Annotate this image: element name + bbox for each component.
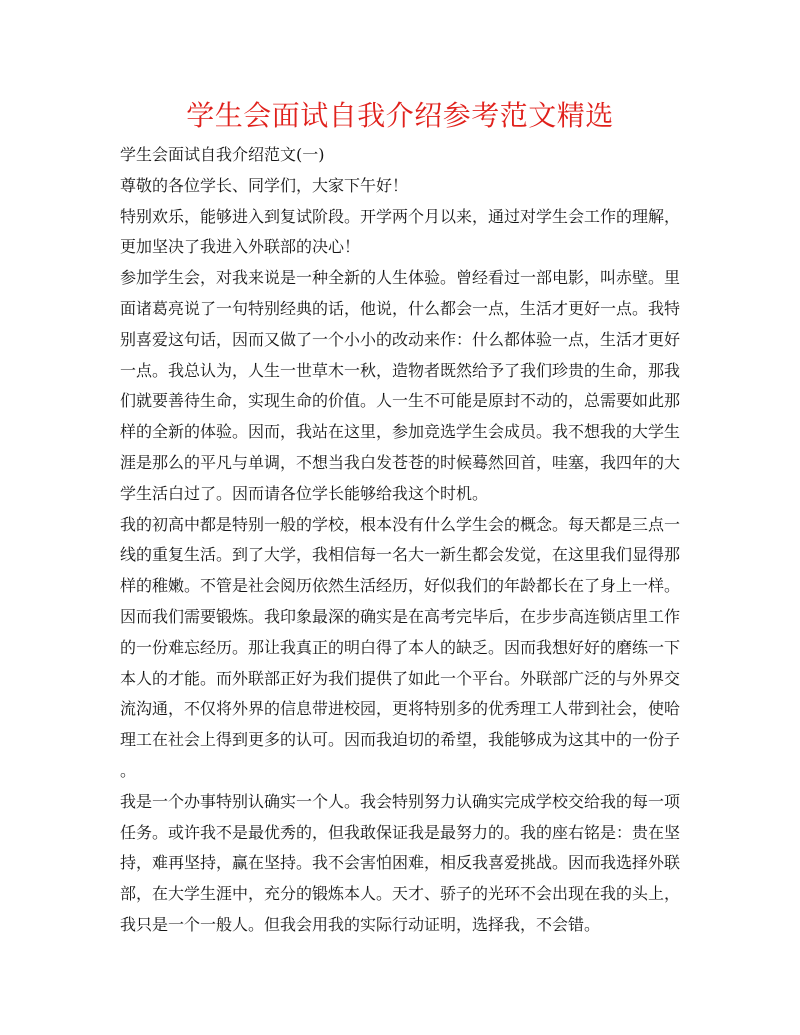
paragraph-4-line-1: 我是一个办事特别认确实一个人。我会特别努力认确实完成学校交给我的每一项 [120, 791, 681, 811]
paragraph-4-line-4: 部，在大学生涯中，充分的锻炼本人。天才、骄子的光环不会出现在我的头上， [120, 884, 681, 904]
paragraph-2-line-3: 别喜爱这句话，因而又做了一个小小的改动来作：什么都体验一点，生活才更好 [120, 329, 681, 349]
subtitle-line: 学生会面试自我介绍范文(一) [120, 145, 325, 164]
paragraph-1-line-1: 特别欢乐，能够进入到复试阶段。开学两个月以来，通过对学生会工作的理解， [120, 206, 681, 226]
paragraph-3-line-1: 我的初高中都是特别一般的学校，根本没有什么学生会的概念。每天都是三点一 [120, 514, 681, 534]
paragraph-3-line-7: 流沟通，不仅将外界的信息带进校园，更将特别多的优秀理工人带到社会，使哈 [120, 699, 681, 719]
paragraph-3-line-5: 的一份难忘经历。那让我真正的明白得了本人的缺乏。因而我想好好的磨练一下 [120, 637, 681, 657]
paragraph-2-line-5: 们就要善待生命，实现生命的价值。人一生不可能是原封不动的，总需要如此那 [120, 391, 681, 411]
paragraph-1-line-2: 更加坚决了我进入外联部的决心！ [120, 237, 361, 257]
document-title: 学生会面试自我介绍参考范文精选 [186, 99, 614, 132]
greeting-line: 尊敬的各位学长、同学们，大家下午好！ [120, 175, 409, 195]
paragraph-2-line-6: 样的全新的体验。因而，我站在这里，参加竞选学生会成员。我不想我的大学生 [120, 422, 681, 442]
paragraph-3-line-3: 样的稚嫩。不管是社会阅历依然生活经历，好似我们的年龄都长在了身上一样。 [120, 576, 681, 596]
paragraph-2-line-8: 学生活白过了。因而请各位学长能够给我这个时机。 [120, 483, 489, 503]
paragraph-2-line-4: 一点。我总认为，人生一世草木一秋，造物者既然给予了我们珍贵的生命，那我 [120, 360, 681, 380]
paragraph-3-line-4: 因而我们需要锻炼。我印象最深的确实是在高考完毕后，在步步高连锁店里工作 [120, 606, 681, 626]
paragraph-2-line-7: 涯是那么的平凡与单调，不想当我白发苍苍的时候蓦然回首，哇塞，我四年的大 [120, 452, 681, 472]
paragraph-2-line-2: 面诸葛亮说了一句特别经典的话，他说，什么都会一点，生活才更好一点。我特 [120, 298, 681, 318]
paragraph-3-line-9: 。 [120, 760, 137, 780]
paragraph-3-line-6: 本人的才能。而外联部正好为我们提供了如此一个平台。外联部广泛的与外界交 [120, 668, 681, 688]
document-body [120, 140, 680, 941]
paragraph-4-line-3: 持，难再坚持，赢在坚持。我不会害怕困难，相反我喜爱挑战。因而我选择外联 [120, 853, 681, 873]
paragraph-4-line-5: 我只是一个一般人。但我会用我的实际行动证明，选择我，不会错。 [120, 914, 601, 934]
paragraph-3-line-8: 理工在社会上得到更多的认可。因而我迫切的希望，我能够成为这其中的一份子 [120, 730, 681, 750]
paragraph-2-line-1: 参加学生会，对我来说是一种全新的人生体验。曾经看过一部电影，叫赤壁。里 [120, 268, 681, 288]
paragraph-3-line-2: 线的重复生活。到了大学，我相信每一名大一新生都会发觉，在这里我们显得那 [120, 545, 681, 565]
paragraph-4-line-2: 任务。或许我不是最优秀的，但我敢保证我是最努力的。我的座右铭是：贵在坚 [120, 822, 681, 842]
